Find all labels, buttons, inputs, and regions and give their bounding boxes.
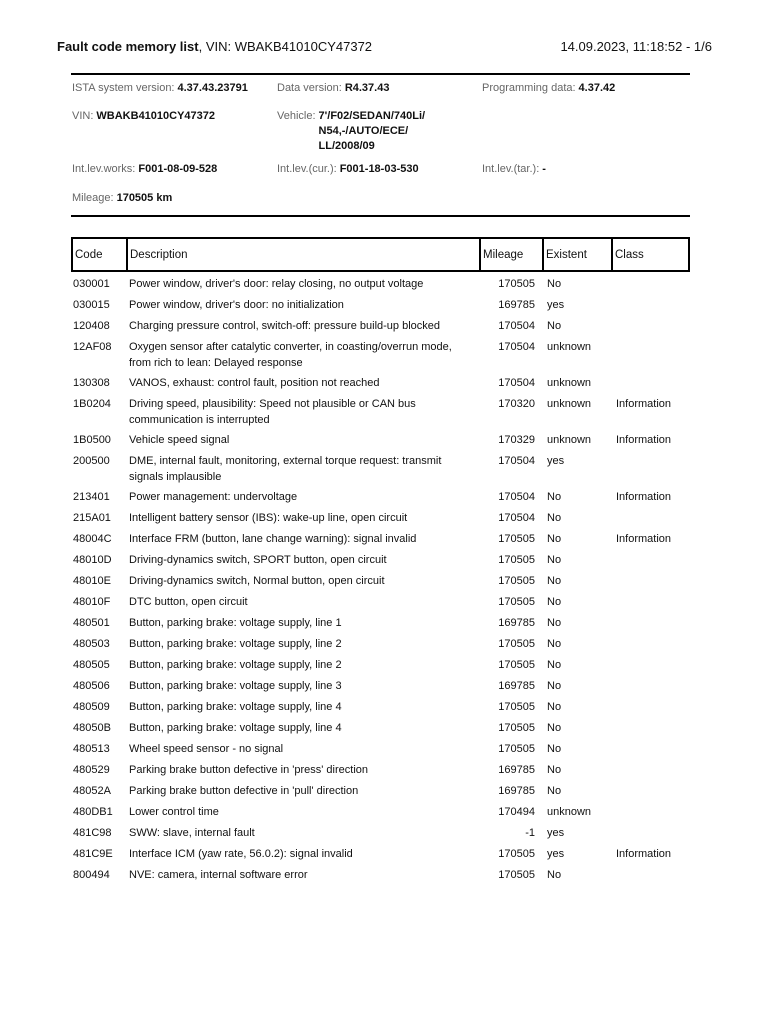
fault-description-cell: NVE: camera, internal software error <box>129 869 308 881</box>
table-row <box>72 634 689 655</box>
fault-existent-cell: yes <box>547 455 565 467</box>
fault-class-cell: Information <box>616 533 672 545</box>
fault-code-cell: 480509 <box>73 701 110 713</box>
fault-code-cell: 48050B <box>73 722 111 734</box>
fault-mileage-cell: 170505 <box>498 659 535 671</box>
fault-description-cell: Parking brake button defective in 'pull' direction <box>129 785 359 797</box>
table-header-row <box>72 238 689 271</box>
fault-class-cell <box>612 613 689 634</box>
fault-class-cell: Information <box>616 398 672 410</box>
fault-description-cell: Button, parking brake: voltage supply, line 2 <box>129 659 342 671</box>
table-row <box>72 760 689 781</box>
fault-existent-cell: yes <box>547 848 565 860</box>
fault-mileage-cell: 170494 <box>498 806 535 818</box>
fault-code-cell: 1B0500 <box>73 434 111 446</box>
fault-existent-cell: No <box>547 722 562 734</box>
int-lev-current-label: Int.lev.(cur.): <box>277 163 337 175</box>
int-lev-current-value: F001-18-03-530 <box>339 163 419 175</box>
fault-class-cell <box>612 451 689 487</box>
data-version-label: Data version: <box>277 82 342 94</box>
fault-description-cell: Driving-dynamics switch, Normal button, open circuit <box>129 575 385 587</box>
vehicle-label: Vehicle: <box>277 110 316 122</box>
fault-description-cell: Charging pressure control, switch-off: pressure build-up blocked <box>129 320 441 332</box>
fault-existent-cell: No <box>547 659 562 671</box>
fault-code-cell: 480529 <box>73 764 110 776</box>
table-row <box>72 508 689 529</box>
column-header-description: Description <box>127 238 480 271</box>
int-lev-target-value: - <box>542 163 546 175</box>
fault-mileage-cell: 169785 <box>498 299 535 311</box>
fault-existent-cell: unknown <box>547 341 592 353</box>
fault-code-cell: 480505 <box>73 659 110 671</box>
fault-mileage-cell: 170320 <box>498 398 535 410</box>
fault-mileage-cell: 170504 <box>498 491 535 503</box>
table-row <box>72 592 689 613</box>
fault-mileage-cell: 169785 <box>498 617 535 629</box>
fault-existent-cell: No <box>547 533 562 545</box>
programming-data-value: 4.37.42 <box>578 82 616 94</box>
table-row <box>72 676 689 697</box>
fault-existent-cell: No <box>547 278 562 290</box>
ista-version-value: 4.37.43.23791 <box>177 82 248 94</box>
fault-description-cell: Button, parking brake: voltage supply, line 2 <box>129 638 342 650</box>
fault-description-cell: Lower control time <box>129 806 219 818</box>
fault-mileage-cell: -1 <box>525 827 535 839</box>
fault-existent-cell: yes <box>547 827 565 839</box>
fault-code-cell: 48010F <box>73 596 111 608</box>
fault-mileage-cell: 170505 <box>498 554 535 566</box>
table-row <box>72 844 689 865</box>
data-version-value: R4.37.43 <box>344 82 390 94</box>
fault-code-cell: 480501 <box>73 617 110 629</box>
table-row <box>72 373 689 394</box>
table-row <box>72 451 689 487</box>
column-header-class: Class <box>612 238 689 271</box>
mileage-value: 170505 km <box>116 192 173 204</box>
column-header-existent: Existent <box>543 238 612 271</box>
fault-existent-cell: No <box>547 680 562 692</box>
int-lev-works-label: Int.lev.works: <box>72 163 136 175</box>
fault-class-cell <box>612 655 689 676</box>
fault-existent-cell: No <box>547 743 562 755</box>
fault-description-cell: Power window, driver's door: relay closing, no output voltage <box>129 278 424 290</box>
fault-mileage-cell: 170505 <box>498 278 535 290</box>
table-row <box>72 295 689 316</box>
column-header-code: Code <box>72 238 127 271</box>
fault-mileage-cell: 169785 <box>498 785 535 797</box>
table-row <box>72 655 689 676</box>
fault-description-cell: SWW: slave, internal fault <box>129 827 255 839</box>
fault-mileage-cell: 170505 <box>498 701 535 713</box>
fault-description-cell: Button, parking brake: voltage supply, line 4 <box>129 701 342 713</box>
fault-code-cell: 48004C <box>73 533 112 545</box>
vin-value: WBAKB41010CY47372 <box>96 110 216 122</box>
fault-class-cell <box>612 271 689 295</box>
programming-data <box>482 81 615 96</box>
column-header-mileage: Mileage <box>480 238 543 271</box>
fault-code-cell: 48010D <box>73 554 112 566</box>
fault-code-cell: 481C98 <box>73 827 112 839</box>
page-header <box>57 36 712 56</box>
fault-class-cell <box>612 676 689 697</box>
table-row <box>72 337 689 373</box>
fault-existent-cell: No <box>547 554 562 566</box>
table-row <box>72 781 689 802</box>
fault-description-cell: Oxygen sensor after catalytic converter, in coasting/overrun mode, from rich to lean: Delayed response <box>129 341 452 369</box>
fault-code-cell: 213401 <box>73 491 110 503</box>
bottom-divider <box>71 215 690 217</box>
fault-mileage-cell: 170505 <box>498 869 535 881</box>
table-row <box>72 394 689 430</box>
fault-code-cell: 030015 <box>73 299 110 311</box>
table-row <box>72 571 689 592</box>
table-row <box>72 550 689 571</box>
fault-code-cell: 48010E <box>73 575 111 587</box>
fault-class-cell <box>612 373 689 394</box>
fault-description-cell: Intelligent battery sensor (IBS): wake-up line, open circuit <box>129 512 408 524</box>
fault-existent-cell: unknown <box>547 398 592 410</box>
fault-code-cell: 800494 <box>73 869 110 881</box>
fault-description-cell: Power window, driver's door: no initialization <box>129 299 344 311</box>
int-lev-current <box>277 162 419 177</box>
fault-mileage-cell: 170505 <box>498 533 535 545</box>
fault-description-cell: Button, parking brake: voltage supply, line 3 <box>129 680 342 692</box>
fault-existent-cell: No <box>547 596 562 608</box>
fault-code-cell: 480DB1 <box>73 806 113 818</box>
mileage-label: Mileage: <box>72 192 114 204</box>
vehicle-info <box>277 109 459 154</box>
table-row <box>72 529 689 550</box>
top-divider <box>71 73 690 75</box>
fault-code-cell: 1B0204 <box>73 398 111 410</box>
header-vin: , VIN: WBAKB41010CY47372 <box>198 38 373 54</box>
table-row <box>72 271 689 295</box>
fault-existent-cell: unknown <box>547 806 592 818</box>
fault-description-cell: VANOS, exhaust: control fault, position not reached <box>129 377 380 389</box>
fault-existent-cell: No <box>547 701 562 713</box>
fault-mileage-cell: 170505 <box>498 596 535 608</box>
fault-description-cell: Parking brake button defective in 'press' direction <box>129 764 368 776</box>
fault-existent-cell: unknown <box>547 434 592 446</box>
int-lev-works-value: F001-08-09-528 <box>138 163 218 175</box>
fault-description-cell: DME, internal fault, monitoring, external torque request: transmit signals implausible <box>129 455 442 483</box>
fault-description-cell: Button, parking brake: voltage supply, line 1 <box>129 617 342 629</box>
mileage-info <box>72 191 172 206</box>
fault-mileage-cell: 170505 <box>498 722 535 734</box>
fault-description-cell: Driving speed, plausibility: Speed not plausible or CAN bus communication is interrupted <box>129 398 416 426</box>
fault-description-cell: DTC button, open circuit <box>129 596 248 608</box>
data-version <box>277 81 389 96</box>
fault-class-cell <box>612 295 689 316</box>
table-row <box>72 823 689 844</box>
fault-table-body <box>72 271 689 886</box>
fault-class-cell: Information <box>616 848 672 860</box>
programming-data-label: Programming data: <box>482 82 576 94</box>
fault-class-cell <box>612 718 689 739</box>
fault-existent-cell: No <box>547 512 562 524</box>
fault-class-cell: Information <box>616 434 672 446</box>
fault-code-cell: 48052A <box>73 785 111 797</box>
fault-class-cell <box>612 571 689 592</box>
ista-version <box>72 81 248 96</box>
fault-code-cell: 130308 <box>73 377 110 389</box>
fault-existent-cell: No <box>547 491 562 503</box>
fault-description-cell: Interface FRM (button, lane change warning): signal invalid <box>129 533 417 545</box>
fault-class-cell <box>612 760 689 781</box>
fault-mileage-cell: 170505 <box>498 848 535 860</box>
vehicle-info-block <box>72 78 690 208</box>
fault-code-cell: 215A01 <box>73 512 111 524</box>
fault-class-cell <box>612 823 689 844</box>
fault-class-cell <box>612 634 689 655</box>
vin-info <box>72 109 215 124</box>
fault-code-cell: 120408 <box>73 320 110 332</box>
fault-code-cell: 481C9E <box>73 848 113 860</box>
fault-class-cell <box>612 337 689 373</box>
ista-version-label: ISTA system version: <box>72 82 175 94</box>
fault-existent-cell: No <box>547 869 562 881</box>
fault-mileage-cell: 170505 <box>498 638 535 650</box>
fault-code-cell: 12AF08 <box>73 341 112 353</box>
fault-mileage-cell: 170504 <box>498 455 535 467</box>
fault-mileage-cell: 170504 <box>498 341 535 353</box>
table-row <box>72 697 689 718</box>
table-row <box>72 802 689 823</box>
page-title <box>57 39 372 54</box>
fault-code-cell: 480513 <box>73 743 110 755</box>
fault-description-cell: Driving-dynamics switch, SPORT button, open circuit <box>129 554 387 566</box>
fault-code-cell: 480503 <box>73 638 110 650</box>
fault-mileage-cell: 170505 <box>498 743 535 755</box>
fault-existent-cell: yes <box>547 299 565 311</box>
header-datetime-page: 14.09.2023, 11:18:52 - 1/6 <box>560 38 712 54</box>
fault-mileage-cell: 170505 <box>498 575 535 587</box>
fault-existent-cell: No <box>547 764 562 776</box>
fault-class-cell <box>612 739 689 760</box>
fault-class-cell <box>612 592 689 613</box>
fault-code-cell: 480506 <box>73 680 110 692</box>
fault-class-cell <box>612 508 689 529</box>
fault-existent-cell: No <box>547 617 562 629</box>
report-title: Fault code memory list <box>57 38 199 54</box>
fault-mileage-cell: 169785 <box>498 680 535 692</box>
fault-existent-cell: No <box>547 638 562 650</box>
table-row <box>72 430 689 451</box>
fault-code-cell: 030001 <box>73 278 110 290</box>
fault-mileage-cell: 169785 <box>498 764 535 776</box>
fault-class-cell <box>612 550 689 571</box>
fault-mileage-cell: 170504 <box>498 512 535 524</box>
vehicle-value: 7'/F02/SEDAN/740Li/ N54,-/AUTO/ECE/ LL/2008/09 <box>318 110 426 152</box>
fault-class-cell <box>612 316 689 337</box>
fault-mileage-cell: 170504 <box>498 377 535 389</box>
fault-class-cell <box>612 697 689 718</box>
fault-description-cell: Wheel speed sensor - no signal <box>129 743 284 755</box>
fault-existent-cell: No <box>547 785 562 797</box>
fault-description-cell: Button, parking brake: voltage supply, line 4 <box>129 722 342 734</box>
table-row <box>72 718 689 739</box>
fault-code-cell: 200500 <box>73 455 110 467</box>
table-row <box>72 316 689 337</box>
fault-description-cell: Vehicle speed signal <box>129 434 230 446</box>
table-row <box>72 865 689 886</box>
fault-class-cell <box>612 865 689 886</box>
fault-existent-cell: unknown <box>547 377 592 389</box>
fault-class-cell <box>612 802 689 823</box>
fault-existent-cell: No <box>547 575 562 587</box>
fault-description-cell: Power management: undervoltage <box>129 491 298 503</box>
fault-description-cell: Interface ICM (yaw rate, 56.0.2): signal invalid <box>129 848 353 860</box>
table-row <box>72 739 689 760</box>
fault-mileage-cell: 170329 <box>498 434 535 446</box>
fault-code-table <box>71 237 690 886</box>
table-row <box>72 487 689 508</box>
vin-label: VIN: <box>72 110 94 122</box>
fault-class-cell: Information <box>616 491 672 503</box>
int-lev-works <box>72 162 217 177</box>
int-lev-target <box>482 162 546 177</box>
fault-mileage-cell: 170504 <box>498 320 535 332</box>
int-lev-target-label: Int.lev.(tar.): <box>482 163 540 175</box>
fault-existent-cell: No <box>547 320 562 332</box>
table-row <box>72 613 689 634</box>
fault-class-cell <box>612 781 689 802</box>
